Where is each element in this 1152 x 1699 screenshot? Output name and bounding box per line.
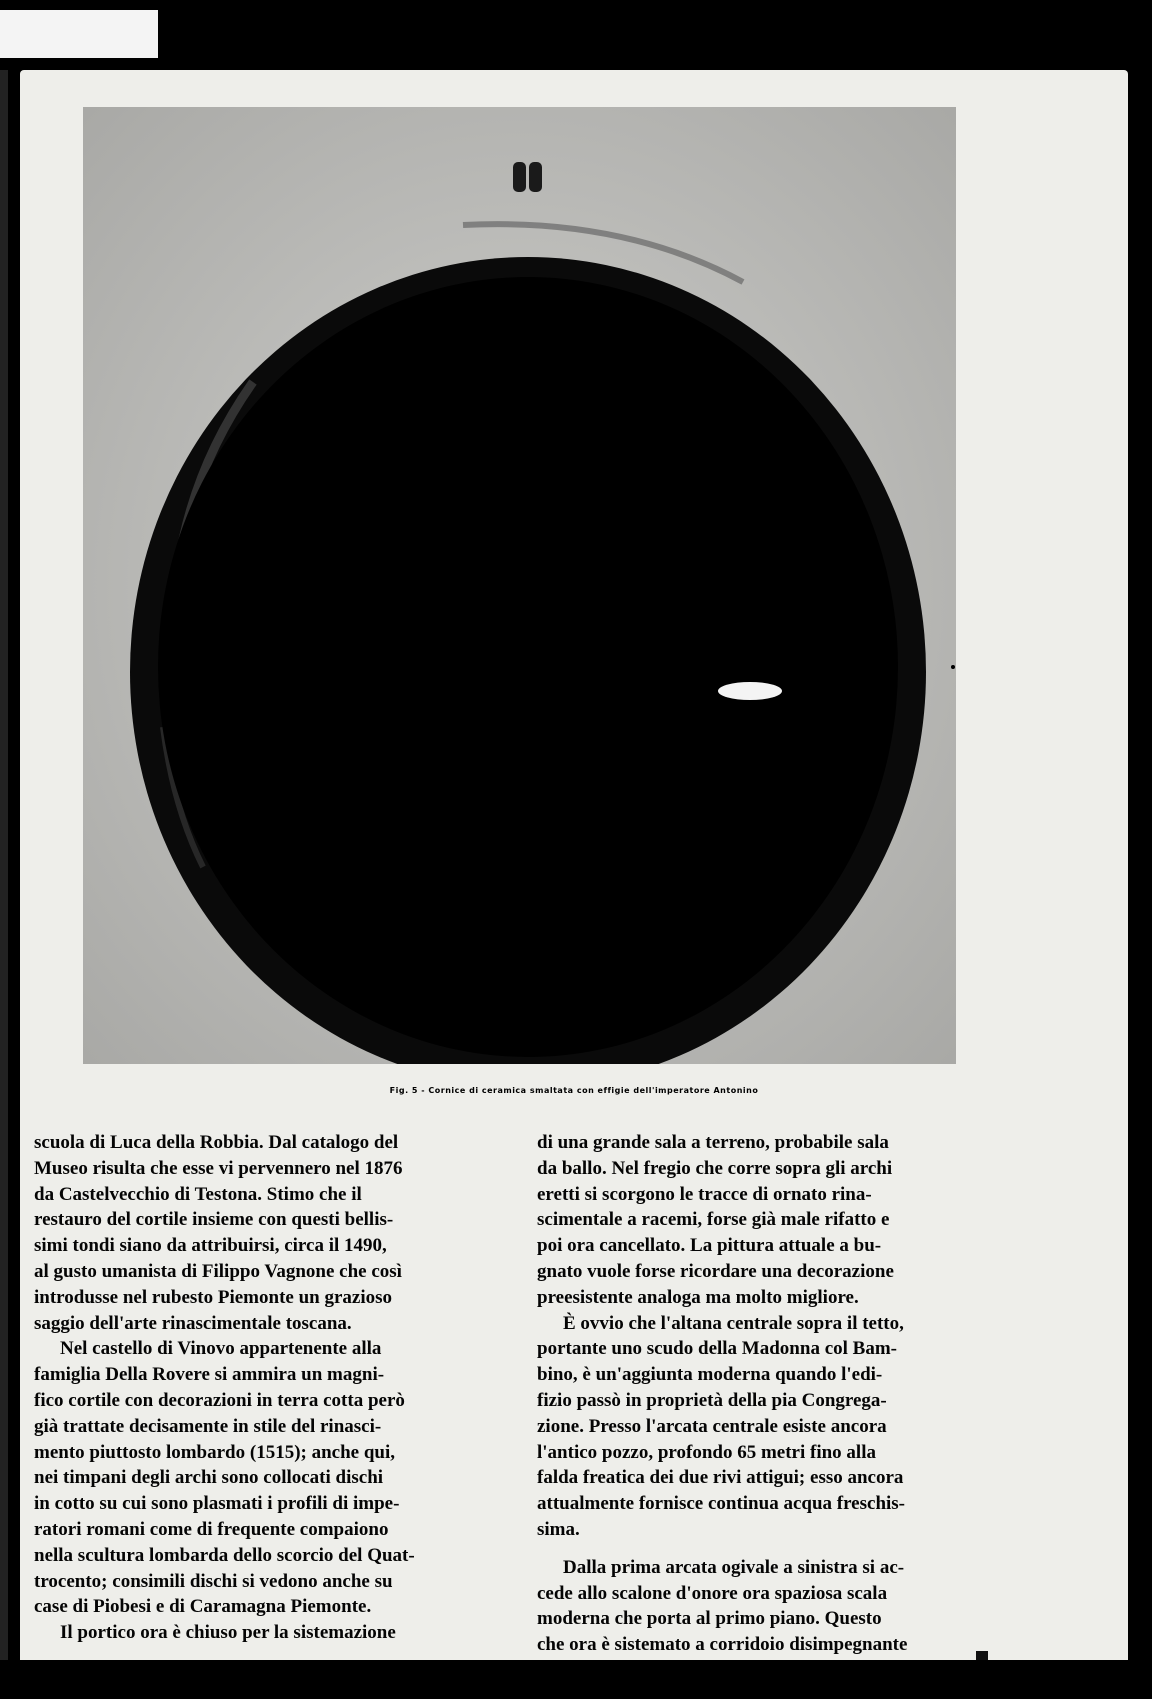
- hanging-loop-right: [529, 162, 542, 192]
- paragraph: scuola di Luca della Robbia. Dal catalogo del Museo risulta che esse vi pervennero nel 1876 da Castelvecchio di Testona. Stimo che il restauro del cortile insieme con questi bellis- simi tondi siano da attribuirsi, circa il 1490, al gusto umanista di Filippo Vagnone che così introdusse nel rubesto Piemonte un grazioso saggio dell'arte rinascimentale toscana.: [34, 1132, 403, 1334]
- glaze-reflection: [718, 682, 782, 700]
- document-page: [20, 70, 1128, 1685]
- scan-corner-tab: [0, 10, 158, 58]
- page-edge-shadow: [0, 70, 8, 1685]
- paragraph: di una grande sala a terreno, probabile sala da ballo. Nel fregio che corre sopra gli archi eretti si scorgono le tracce di ornato rina- scimentale a racemi, forse già male rifatto e poi ora cancellato. La pittura attuale a bu- gnato vuole forse ricordare una decorazione preesistente analoga ma molto migliore.: [537, 1132, 894, 1308]
- figure-photo: [83, 107, 956, 1064]
- ceramic-frame-image: [83, 107, 956, 1064]
- paragraph: Dalla prima arcata ogivale a sinistra si ac- cede allo scalone d'onore ora spaziosa scala moderna che porta al primo piano. Questo che ora è sistemato a corridoio disimpegnante: [537, 1556, 908, 1656]
- frame-inner-disk: [158, 277, 898, 1057]
- figure-caption: Fig. 5 - Cornice di ceramica smaltata con effigie dell'imperatore Antonino: [389, 1086, 759, 1095]
- text-column-right: [537, 1130, 1033, 1658]
- scan-bottom-border: [0, 1660, 1152, 1699]
- paragraph: Nel castello di Vinovo appartenente alla famiglia Della Rovere si ammira un magni- fico cortile con decorazioni in terra cotta però già trattate decisamente in stile del rinasci- mento piuttosto lombardo (1515); anche qui, nei timpani degli archi sono collocati dischi in cotto su cui sono plasmati i profili di impe- ratori romani come di frequente compaiono nella scultura lombarda dello scorcio del Quat- trocento; consimili dischi si vedono anche su case di Piobesi e di Caramagna Piemonte.: [34, 1338, 415, 1618]
- paragraph: È ovvio che l'altana centrale sopra il tetto, portante uno scudo della Madonna col Bam- bino, è un'aggiunta moderna quando l'edi- fizio passò in proprietà della pia Congrega- zione. Presso l'arcata centrale esiste ancora l'antico pozzo, profondo 65 metri fino alla falda freatica dei due rivi attigui; esso ancora attualmente fornisce continua acqua freschis- sima.: [537, 1312, 906, 1540]
- photo-speck: [951, 665, 955, 669]
- text-column-left: [34, 1130, 494, 1646]
- paragraph: Il portico ora è chiuso per la sistemazione: [60, 1622, 396, 1644]
- hanging-loop-left: [513, 162, 526, 192]
